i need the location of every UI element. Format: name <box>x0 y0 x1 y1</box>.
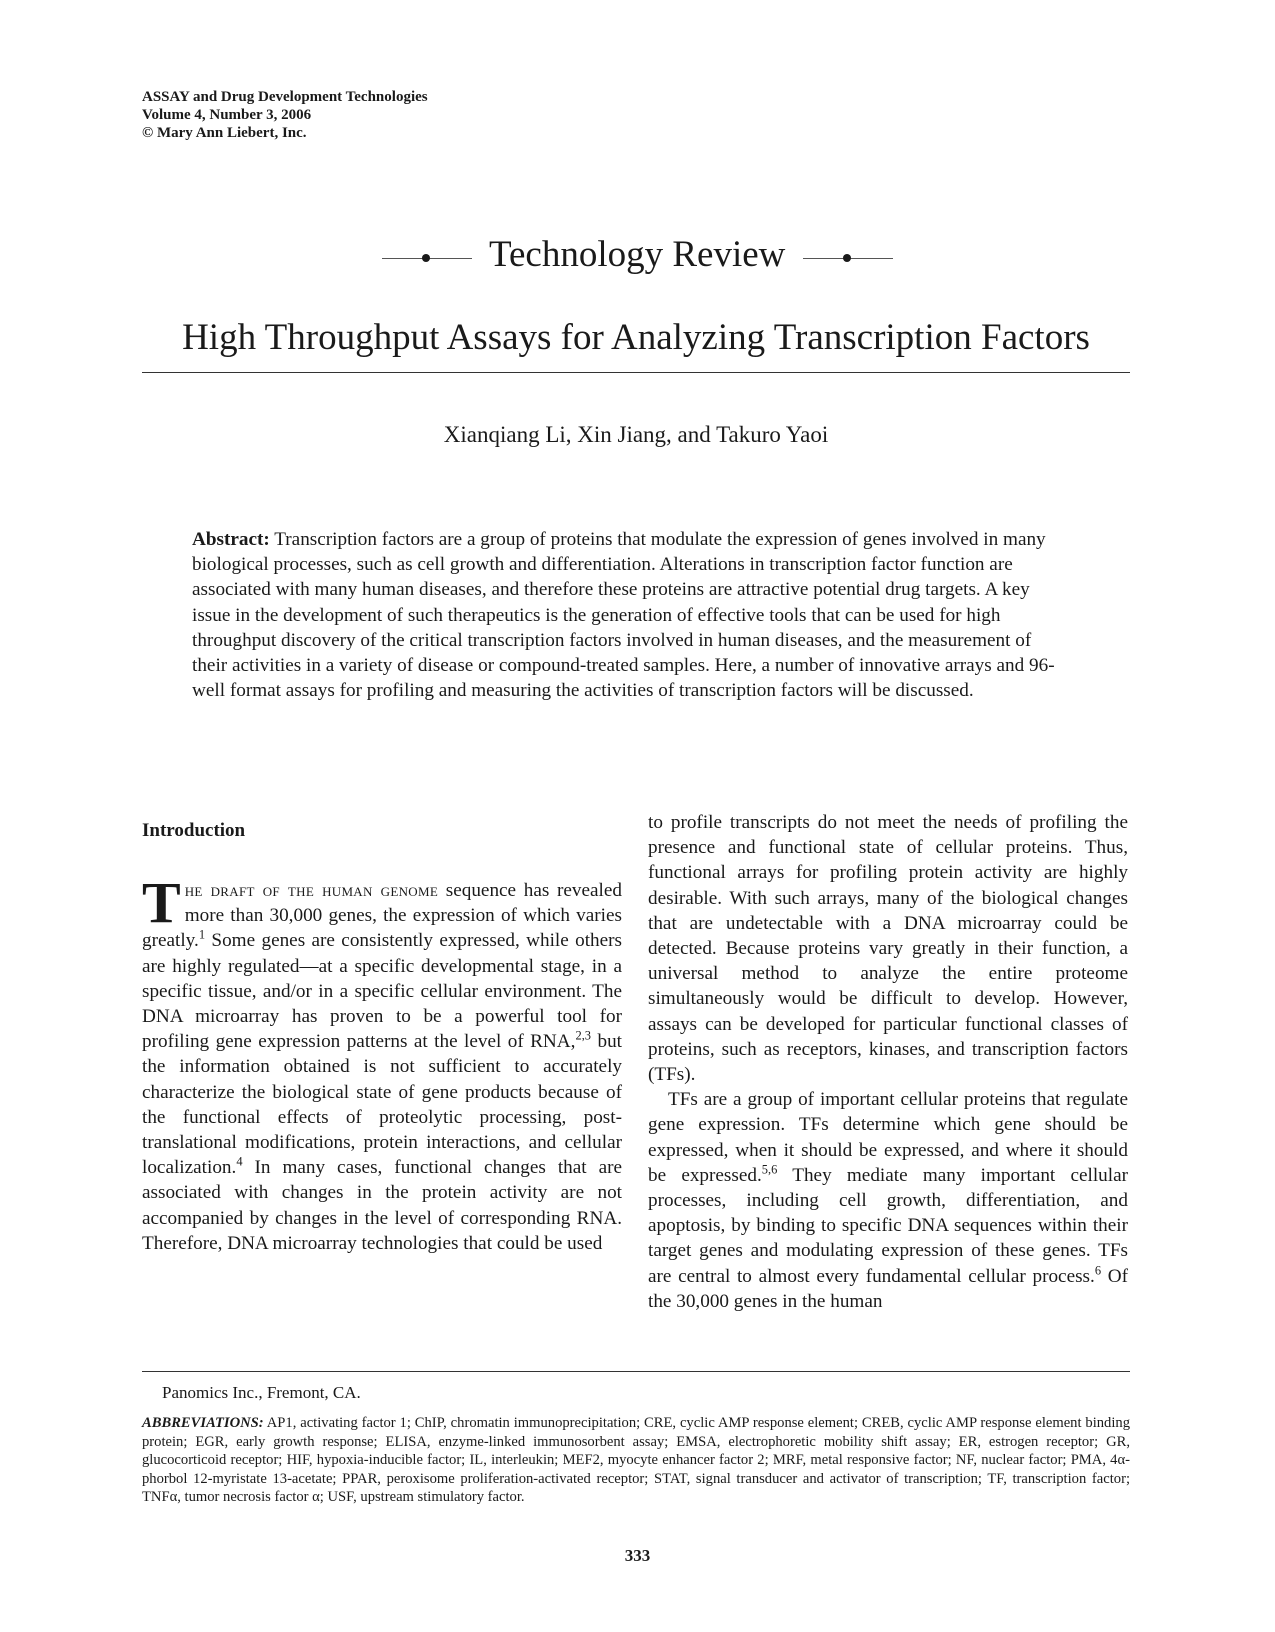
citation: 6 <box>1094 1263 1102 1278</box>
section-label-text: Technology Review <box>488 234 786 275</box>
abstract-text: Transcription factors are a group of proteins that modulate the expression of genes involved in many biological processes, such as cell growth and differentiation. Alterations in transcription factor function are associated with many human diseases, and therefore these proteins are attractive potential drug targets. A key issue in the development of such therapeutics is the generation of effective tools that can be used for high throughput discovery of the critical transcription factors involved in human diseases, and the measurement of their activities in a variety of disease or compound-treated samples. Here, a number of innovative arrays and 96-well format assays for profiling and measuring the activities of transcription factors will be discussed. <box>192 529 1055 702</box>
abbreviations <box>142 1414 1130 1507</box>
intro-text-1b: Some genes are consistently expressed, while others are highly regulated—at a specific developmental stage, in a specific tissue, and/or in a specific cellular environment. The DNA microarray has proven to be a powerful tool for profiling gene expression patterns at the level of RNA, <box>142 930 622 1053</box>
intro-text-1a: sequence has revealed more than 30,000 genes, the expression of which varies greatly. <box>142 880 622 952</box>
journal-volume: Volume 4, Number 3, 2006 <box>142 107 312 123</box>
intro-paragraph-1-continued: to profile transcripts do not meet the needs of profiling the presence and functional state of cellular proteins. Thus, functional arrays for profiling protein activity are highly desirable. With such arrays, many of the biological changes that are undetectable with a DNA microarray could be detected. Because proteins vary greatly in their function, a universal method to analyze the entire proteome simultaneously would be difficult to develop. However, assays can be developed for particular functional classes of proteins, such as receptors, kinases, and transcription factors (TFs). <box>648 812 1128 1086</box>
intro-text-2b: They mediate many important cellular processes, including cell growth, differentiation, and apoptosis, by binding to specific DNA sequences within their target genes and modulating expression of these genes. TFs are central to almost every fundamental cellular process. <box>648 1164 1128 1287</box>
section-label <box>0 230 1275 280</box>
journal-copyright: © Mary Ann Liebert, Inc. <box>142 125 307 141</box>
abstract <box>192 527 1070 703</box>
journal-header <box>142 88 428 142</box>
abbreviations-text: AP1, activating factor 1; ChIP, chromatin immunoprecipitation; CRE, cyclic AMP response element; CREB, cyclic AMP response element binding protein; EGR, early growth response; ELISA, enzyme-linked immunosorbent assay; EMSA, electrophoretic mobility shift assay; ER, estrogen receptor; GR, glucocorticoid receptor; HIF, hypoxia-inducible factor; IL, interleukin; MEF2, myocyte enhancer factor 2; MRF, metal responsive factor; NF, nuclear factor; PMA, 4α-phorbol 12-myristate 13-acetate; PPAR, peroxisome proliferation-activated receptor; STAT, signal transducer and activator of transcription; TF, transcription factor; TNFα, tumor necrosis factor α; USF, upstream stimulatory factor. <box>142 1415 1130 1506</box>
introduction-right-column <box>648 810 1128 1314</box>
intro-text-2a: TFs are a group of important cellular proteins that regulate gene expression. TFs determine which gene should be expressed, when it should be expressed, and where it should be expressed. <box>648 1089 1128 1186</box>
citation: 2,3 <box>575 1028 592 1043</box>
page-number: 333 <box>624 1546 651 1565</box>
authors: Xianqiang Li, Xin Jiang, and Takuro Yaoi <box>443 422 829 447</box>
article-title: High Throughput Assays for Analyzing Transcription Factors <box>182 317 1090 358</box>
introduction-left-column <box>142 870 622 1256</box>
citation: 4 <box>236 1154 243 1169</box>
drop-cap: T <box>142 870 181 935</box>
intro-text-2c: Of the 30,000 genes in the human <box>648 1265 1128 1312</box>
left-ornament <box>382 251 472 265</box>
footnote-rule <box>142 1371 1130 1372</box>
abbreviations-label: ABBREVIATIONS: <box>142 1415 264 1431</box>
intro-paragraph-2 <box>648 1087 1128 1314</box>
affiliation: Panomics Inc., Fremont, CA. <box>162 1383 361 1402</box>
journal-name: ASSAY and Drug Development Technologies <box>142 89 428 105</box>
introduction-heading: Introduction <box>142 820 246 841</box>
right-ornament <box>803 251 893 265</box>
title-rule <box>142 372 1130 373</box>
citation: 1 <box>198 928 206 943</box>
citation: 5,6 <box>761 1162 778 1177</box>
intro-text-1c: but the information obtained is not sufficient to accurately characterize the biological state of gene products because of the functional effects of proteolytic processing, post-translational modifications, protein interactions, and cellular localization. <box>142 1031 622 1179</box>
intro-text-1d: In many cases, functional changes that are associated with changes in the protein activity are not accompanied by changes in the level of corresponding RNA. Therefore, DNA microarray technologies that could be used <box>142 1157 622 1254</box>
small-caps-lead: he draft of the human genome <box>184 880 439 901</box>
abstract-label: Abstract: <box>192 529 270 550</box>
